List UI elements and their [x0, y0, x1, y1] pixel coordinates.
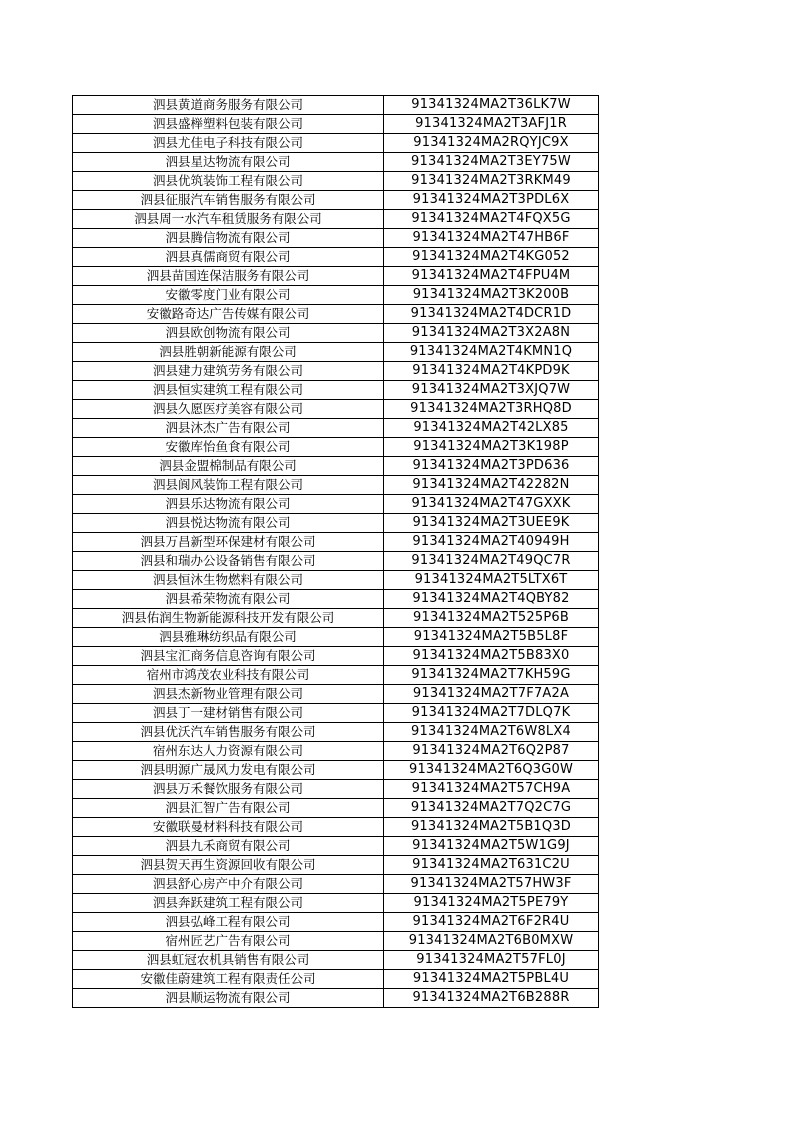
- credit-code-cell: 91341324MA2T7DLQ7K: [384, 704, 599, 723]
- credit-code-cell: 91341324MA2T3RHQ8D: [384, 400, 599, 419]
- credit-code-cell: 91341324MA2T6B288R: [384, 989, 599, 1008]
- company-name-cell: 泗县雅琳纺织品有限公司: [73, 628, 384, 647]
- company-name-cell: 泗县弘峰工程有限公司: [73, 913, 384, 932]
- credit-code-cell: 91341324MA2T4FQX5G: [384, 210, 599, 229]
- company-name-cell: 泗县悦达物流有限公司: [73, 514, 384, 533]
- table-row: [73, 951, 599, 970]
- company-name-cell: 泗县恒实建筑工程有限公司: [73, 381, 384, 400]
- company-name-cell: 泗县腾信物流有限公司: [73, 229, 384, 248]
- company-name-cell: 泗县欧创物流有限公司: [73, 324, 384, 343]
- credit-code-cell: 91341324MA2T3X2A8N: [384, 324, 599, 343]
- company-name-cell: 泗县胜朝新能源有限公司: [73, 343, 384, 362]
- credit-code-cell: 91341324MA2T47GXXK: [384, 495, 599, 514]
- company-name-cell: 安徽联曼材料科技有限公司: [73, 818, 384, 837]
- table-row: [73, 172, 599, 191]
- credit-code-cell: 91341324MA2T7F7A2A: [384, 685, 599, 704]
- company-registry-body: [73, 96, 599, 1008]
- credit-code-cell: 91341324MA2T3AFJ1R: [384, 115, 599, 134]
- credit-code-cell: 91341324MA2T5B5L8F: [384, 628, 599, 647]
- table-row: [73, 267, 599, 286]
- credit-code-cell: 91341324MA2RQYJC9X: [384, 134, 599, 153]
- table-row: [73, 248, 599, 267]
- table-row: [73, 590, 599, 609]
- company-name-cell: 泗县真儒商贸有限公司: [73, 248, 384, 267]
- company-name-cell: 泗县乐达物流有限公司: [73, 495, 384, 514]
- company-name-cell: 泗县阆风装饰工程有限公司: [73, 476, 384, 495]
- credit-code-cell: 91341324MA2T42282N: [384, 476, 599, 495]
- table-row: [73, 381, 599, 400]
- company-name-cell: 泗县佑润生物新能源科技开发有限公司: [73, 609, 384, 628]
- table-row: [73, 818, 599, 837]
- table-row: [73, 96, 599, 115]
- credit-code-cell: 91341324MA2T40949H: [384, 533, 599, 552]
- company-name-cell: 宿州市鸿茂农业科技有限公司: [73, 666, 384, 685]
- table-row: [73, 153, 599, 172]
- table-row: [73, 305, 599, 324]
- table-row: [73, 115, 599, 134]
- company-name-cell: 泗县九禾商贸有限公司: [73, 837, 384, 856]
- credit-code-cell: 91341324MA2T6W8LX4: [384, 723, 599, 742]
- table-row: [73, 761, 599, 780]
- table-row: [73, 134, 599, 153]
- credit-code-cell: 91341324MA2T49QC7R: [384, 552, 599, 571]
- credit-code-cell: 91341324MA2T47HB6F: [384, 229, 599, 248]
- table-row: [73, 400, 599, 419]
- table-row: [73, 666, 599, 685]
- table-row: [73, 609, 599, 628]
- credit-code-cell: 91341324MA2T3UEE9K: [384, 514, 599, 533]
- table-row: [73, 894, 599, 913]
- credit-code-cell: 91341324MA2T6Q2P87: [384, 742, 599, 761]
- credit-code-cell: 91341324MA2T5B1Q3D: [384, 818, 599, 837]
- credit-code-cell: 91341324MA2T6Q3G0W: [384, 761, 599, 780]
- company-name-cell: 泗县万禾餐饮服务有限公司: [73, 780, 384, 799]
- company-name-cell: 宿州匠艺广告有限公司: [73, 932, 384, 951]
- company-name-cell: 泗县苗国连保洁服务有限公司: [73, 267, 384, 286]
- credit-code-cell: 91341324MA2T4KG052: [384, 248, 599, 267]
- company-name-cell: 泗县明源广晟风力发电有限公司: [73, 761, 384, 780]
- table-row: [73, 514, 599, 533]
- company-name-cell: 泗县周一水汽车租赁服务有限公司: [73, 210, 384, 229]
- company-name-cell: 泗县征服汽车销售服务有限公司: [73, 191, 384, 210]
- company-name-cell: 泗县和瑞办公设备销售有限公司: [73, 552, 384, 571]
- company-name-cell: 泗县杰新物业管理有限公司: [73, 685, 384, 704]
- table-row: [73, 495, 599, 514]
- table-row: [73, 856, 599, 875]
- credit-code-cell: 91341324MA2T3PDL6X: [384, 191, 599, 210]
- credit-code-cell: 91341324MA2T4FPU4M: [384, 267, 599, 286]
- company-name-cell: 泗县奔跃建筑工程有限公司: [73, 894, 384, 913]
- company-name-cell: 安徽零度门业有限公司: [73, 286, 384, 305]
- credit-code-cell: 91341324MA2T3EY75W: [384, 153, 599, 172]
- company-name-cell: 泗县汇智广告有限公司: [73, 799, 384, 818]
- table-row: [73, 799, 599, 818]
- credit-code-cell: 91341324MA2T6F2R4U: [384, 913, 599, 932]
- credit-code-cell: 91341324MA2T3K200B: [384, 286, 599, 305]
- company-name-cell: 泗县虹冠农机具销售有限公司: [73, 951, 384, 970]
- company-name-cell: 泗县宝汇商务信息咨询有限公司: [73, 647, 384, 666]
- table-row: [73, 685, 599, 704]
- credit-code-cell: 91341324MA2T525P6B: [384, 609, 599, 628]
- company-name-cell: 泗县万昌新型环保建材有限公司: [73, 533, 384, 552]
- table-row: [73, 989, 599, 1008]
- company-name-cell: 泗县优筑装饰工程有限公司: [73, 172, 384, 191]
- company-name-cell: 泗县贺天再生资源回收有限公司: [73, 856, 384, 875]
- credit-code-cell: 91341324MA2T5PBL4U: [384, 970, 599, 989]
- credit-code-cell: 91341324MA2T5W1G9J: [384, 837, 599, 856]
- company-name-cell: 泗县黄道商务服务有限公司: [73, 96, 384, 115]
- credit-code-cell: 91341324MA2T3PD636: [384, 457, 599, 476]
- table-row: [73, 552, 599, 571]
- company-name-cell: 泗县希荣物流有限公司: [73, 590, 384, 609]
- credit-code-cell: 91341324MA2T6B0MXW: [384, 932, 599, 951]
- credit-code-cell: 91341324MA2T4KMN1Q: [384, 343, 599, 362]
- credit-code-cell: 91341324MA2T3XJQ7W: [384, 381, 599, 400]
- company-name-cell: 安徽路奇达广告传媒有限公司: [73, 305, 384, 324]
- table-row: [73, 970, 599, 989]
- credit-code-cell: 91341324MA2T7KH59G: [384, 666, 599, 685]
- table-row: [73, 191, 599, 210]
- table-row: [73, 723, 599, 742]
- table-row: [73, 343, 599, 362]
- credit-code-cell: 91341324MA2T57CH9A: [384, 780, 599, 799]
- credit-code-cell: 91341324MA2T631C2U: [384, 856, 599, 875]
- company-name-cell: 泗县舒心房产中介有限公司: [73, 875, 384, 894]
- company-name-cell: 安徽库怡鱼食有限公司: [73, 438, 384, 457]
- table-row: [73, 210, 599, 229]
- company-name-cell: 泗县优沃汽车销售服务有限公司: [73, 723, 384, 742]
- credit-code-cell: 91341324MA2T4QBY82: [384, 590, 599, 609]
- credit-code-cell: 91341324MA2T5B83X0: [384, 647, 599, 666]
- table-row: [73, 457, 599, 476]
- table-row: [73, 286, 599, 305]
- company-name-cell: 泗县久愿医疗美容有限公司: [73, 400, 384, 419]
- credit-code-cell: 91341324MA2T7Q2C7G: [384, 799, 599, 818]
- credit-code-cell: 91341324MA2T3RKM49: [384, 172, 599, 191]
- company-name-cell: 泗县星达物流有限公司: [73, 153, 384, 172]
- table-row: [73, 324, 599, 343]
- table-row: [73, 438, 599, 457]
- table-row: [73, 875, 599, 894]
- credit-code-cell: 91341324MA2T57HW3F: [384, 875, 599, 894]
- credit-code-cell: 91341324MA2T36LK7W: [384, 96, 599, 115]
- table-row: [73, 571, 599, 590]
- company-name-cell: 泗县建力建筑劳务有限公司: [73, 362, 384, 381]
- credit-code-cell: 91341324MA2T42LX85: [384, 419, 599, 438]
- table-row: [73, 476, 599, 495]
- company-name-cell: 安徽佳蔚建筑工程有限责任公司: [73, 970, 384, 989]
- company-name-cell: 泗县丁一建材销售有限公司: [73, 704, 384, 723]
- table-row: [73, 837, 599, 856]
- table-row: [73, 419, 599, 438]
- table-row: [73, 362, 599, 381]
- credit-code-cell: 91341324MA2T3K198P: [384, 438, 599, 457]
- table-row: [73, 647, 599, 666]
- company-name-cell: 泗县恒沐生物燃料有限公司: [73, 571, 384, 590]
- table-row: [73, 533, 599, 552]
- table-row: [73, 628, 599, 647]
- company-name-cell: 泗县尤佳电子科技有限公司: [73, 134, 384, 153]
- credit-code-cell: 91341324MA2T4KPD9K: [384, 362, 599, 381]
- table-row: [73, 229, 599, 248]
- credit-code-cell: 91341324MA2T5PE79Y: [384, 894, 599, 913]
- company-name-cell: 泗县盛榉塑料包装有限公司: [73, 115, 384, 134]
- table-row: [73, 913, 599, 932]
- credit-code-cell: 91341324MA2T4DCR1D: [384, 305, 599, 324]
- table-row: [73, 742, 599, 761]
- table-row: [73, 932, 599, 951]
- table-row: [73, 704, 599, 723]
- credit-code-cell: 91341324MA2T57FL0J: [384, 951, 599, 970]
- company-name-cell: 泗县金盟棉制品有限公司: [73, 457, 384, 476]
- credit-code-cell: 91341324MA2T5LTX6T: [384, 571, 599, 590]
- company-registry-table: [72, 95, 599, 1008]
- company-name-cell: 泗县顺运物流有限公司: [73, 989, 384, 1008]
- table-row: [73, 780, 599, 799]
- company-name-cell: 宿州东达人力资源有限公司: [73, 742, 384, 761]
- company-name-cell: 泗县沐杰广告有限公司: [73, 419, 384, 438]
